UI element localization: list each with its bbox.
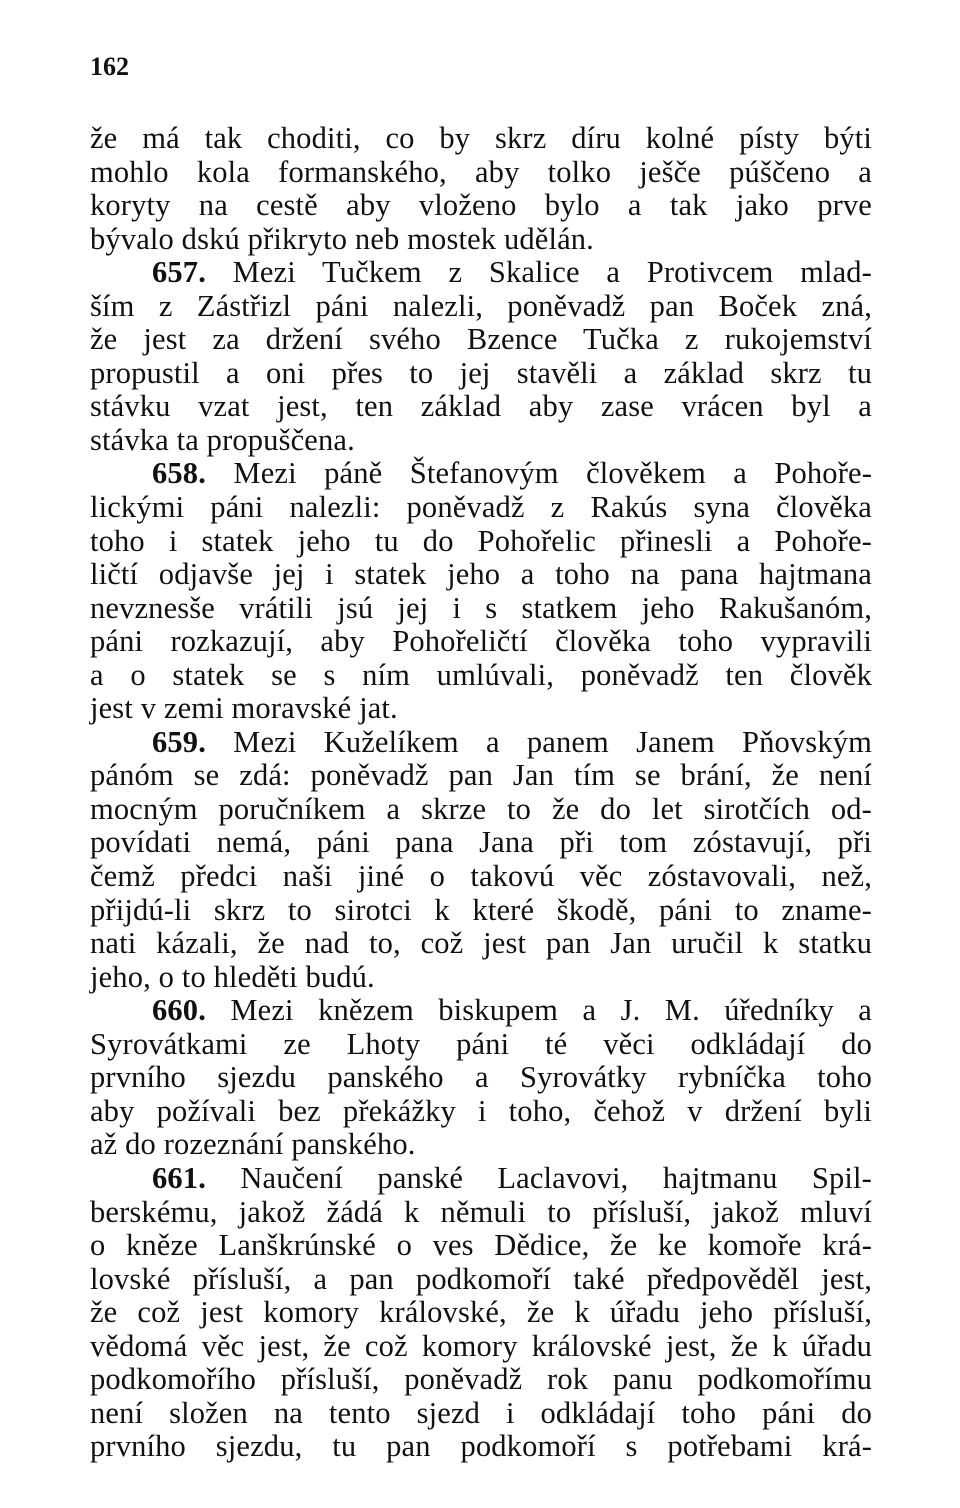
paragraph-number: 659. (152, 724, 206, 759)
line-text: ším z Zástřizl páni nalezli, poněvadž pan Boček zná, (90, 288, 872, 323)
line-text: Mezi knězem biskupem a J. M. úředníky a (205, 993, 872, 1028)
line-text: až do rozeznání panského. (90, 1127, 416, 1162)
page-number: 162 (90, 52, 129, 81)
text-line (90, 525, 872, 559)
line-text: Mezi Kuželíkem a panem Janem Pňovským (205, 724, 872, 759)
line-text: podkomořího přísluší, poněvadž rok panu podkomořímu (90, 1362, 872, 1397)
line-text: nati kázali, že nad to, což jest pan Jan uručil k statku (90, 926, 872, 961)
line-text: bývalo dskú přikryto neb mostek udělán. (90, 221, 594, 256)
text-line (90, 1263, 872, 1297)
line-text: že jest za držení svého Bzence Tučka z rukojemství (90, 322, 872, 357)
text-line (90, 390, 872, 424)
text-line (90, 357, 872, 391)
text-line (90, 558, 872, 592)
line-text: a o statek se s ním umlúvali, poněvadž ten člověk (90, 657, 872, 692)
text-line (90, 1061, 872, 1095)
text-line (90, 1196, 872, 1230)
paragraph-number: 661. (152, 1160, 206, 1195)
text-line (90, 424, 872, 458)
line-text: prvního sjezdu panského a Syrovátky rybníčka toho (90, 1060, 872, 1095)
text-line (90, 759, 872, 793)
text-line (90, 290, 872, 324)
line-text: stávka ta propuščena. (90, 422, 355, 457)
line-text: Syrovátkami ze Lhoty páni té věci odkládají do (90, 1026, 872, 1061)
text-line (90, 1095, 872, 1129)
line-text: propustil a oni přes to jej stavěli a základ skrz tu (90, 355, 872, 390)
text-line (90, 692, 872, 726)
line-text: aby požívali bez překážky i toho, čehož v držení byli (90, 1093, 872, 1128)
paragraph-start-line (90, 994, 872, 1028)
text-line (90, 961, 872, 995)
text-line (90, 223, 872, 257)
line-text: přijdú-li skrz to sirotci k které škodě, páni to zname- (90, 892, 872, 927)
paragraph-number: 660. (152, 993, 206, 1028)
line-text: stávku vzat jest, ten základ aby zase vrácen byl a (90, 389, 872, 424)
line-text: povídati nemá, páni pana Jana při tom zóstavují, při (90, 825, 872, 860)
text-line (90, 1397, 872, 1431)
text-line (90, 592, 872, 626)
text-line (90, 156, 872, 190)
line-text: vědomá věc jest, že což komory královské jest, že k úřadu (90, 1328, 872, 1363)
paragraph-start-line (90, 1162, 872, 1196)
line-text: jeho, o to hleděti budú. (90, 959, 375, 994)
paragraph-start-line (90, 457, 872, 491)
text-line (90, 1296, 872, 1330)
paragraph-number: 658. (152, 456, 206, 491)
text-line (90, 491, 872, 525)
line-text: mocným poručníkem a skrze to že do let sirotčích od- (90, 791, 872, 826)
line-text: není složen na tento sjezd i odkládají toho páni do (90, 1395, 872, 1430)
text-line (90, 894, 872, 928)
line-text: toho i statek jeho tu do Pohořelic přinesli a Pohoře- (90, 523, 872, 558)
paragraph-start-line (90, 256, 872, 290)
line-text: ličtí odjavše jej i statek jeho a toho na pana hajtmana (90, 557, 872, 592)
line-text: Mezi páně Štefanovým člověkem a Pohoře- (205, 456, 872, 491)
text-line (90, 1330, 872, 1364)
text-line (90, 793, 872, 827)
text-line (90, 860, 872, 894)
text-line (90, 659, 872, 693)
line-text: prvního sjezdu, tu pan podkomoří s potřebami krá- (90, 1429, 872, 1464)
line-text: lickými páni nalezli: poněvadž z Rakús syna člověka (90, 490, 872, 525)
paragraph-number: 657. (152, 255, 206, 290)
text-line (90, 1028, 872, 1062)
line-text: že má tak choditi, co by skrz díru kolné písty býti (90, 121, 872, 155)
paragraph-start-line (90, 726, 872, 760)
line-text: čemž předci naši jiné o takovú věc zóstavovali, než, (90, 859, 872, 894)
line-text: lovské přísluší, a pan podkomoří také předpověděl jest, (90, 1261, 872, 1296)
line-text: že což jest komory královské, že k úřadu jeho přísluší, (90, 1295, 872, 1330)
line-text: mohlo kola formanského, aby tolko ješče púščeno a (90, 154, 872, 189)
text-line (90, 927, 872, 961)
text-line (90, 1128, 872, 1162)
line-text: berskému, jakož žádá k němuli to přísluší, jakož mluví (90, 1194, 872, 1229)
line-text: Naučení panské Laclavovi, hajtmanu Spil- (205, 1160, 872, 1195)
text-line (90, 826, 872, 860)
line-text: nevznesše vrátili jsú jej i s statkem jeho Rakušanóm, (90, 590, 872, 625)
text-line (90, 189, 872, 223)
line-text: páni rozkazují, aby Pohořeličtí člověka toho vypravili (90, 624, 872, 659)
text-line (90, 1229, 872, 1263)
text-line (90, 122, 872, 156)
line-text: jest v zemi moravské jat. (90, 691, 398, 726)
line-text: pánóm se zdá: poněvadž pan Jan tím se brání, že není (90, 758, 872, 793)
body-text (90, 122, 872, 1464)
text-line (90, 1363, 872, 1397)
line-text: Mezi Tučkem z Skalice a Protivcem mlad- (205, 255, 872, 290)
text-line (90, 625, 872, 659)
text-line (90, 323, 872, 357)
text-line (90, 1430, 872, 1464)
line-text: koryty na cestě aby vloženo bylo a tak jako prve (90, 188, 872, 223)
line-text: o kněze Lanškrúnské o ves Dědice, že ke komoře krá- (90, 1228, 872, 1263)
